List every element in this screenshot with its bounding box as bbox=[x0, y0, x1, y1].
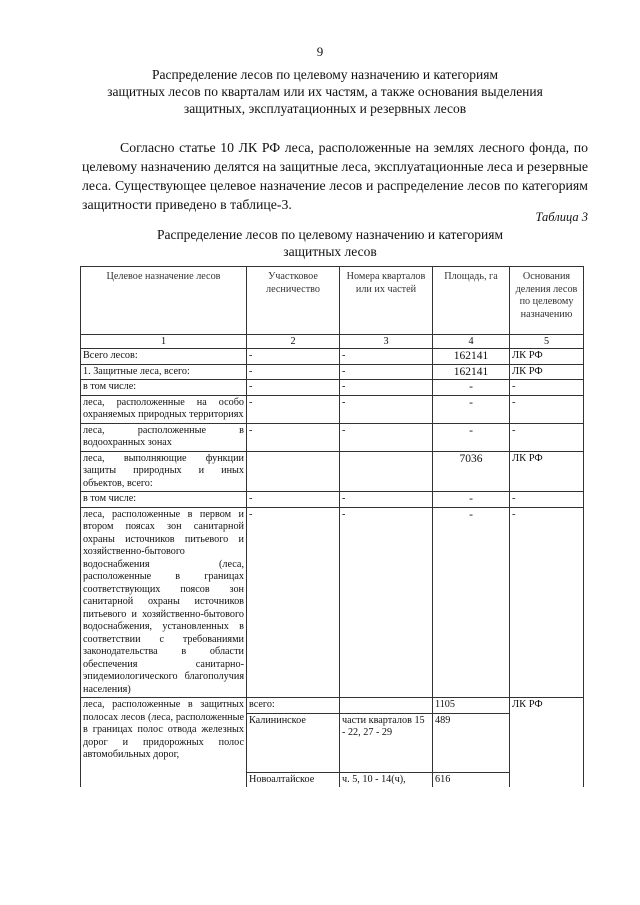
header-district: Участковое лесничество bbox=[247, 267, 340, 335]
col-number: 1 bbox=[81, 335, 247, 349]
cell-quarters: части кварталов 15 - 22, 27 - 29 bbox=[340, 713, 433, 772]
cell-quarters: - bbox=[340, 364, 433, 380]
col-number: 4 bbox=[433, 335, 510, 349]
table-row bbox=[81, 507, 584, 698]
cell-basis: - bbox=[510, 395, 584, 423]
cell-quarters: - bbox=[340, 349, 433, 365]
cell-area: - bbox=[433, 507, 510, 698]
table-row bbox=[81, 364, 584, 380]
cell-district bbox=[247, 451, 340, 492]
cell-basis: ЛК РФ bbox=[510, 349, 584, 365]
cell-area: 7036 bbox=[433, 451, 510, 492]
cell-area: - bbox=[433, 380, 510, 396]
cell-quarters: - bbox=[340, 507, 433, 698]
table-row bbox=[81, 380, 584, 396]
table-row bbox=[81, 395, 584, 423]
cell-quarters bbox=[340, 698, 433, 714]
heading-line-1: Распределение лесов по целевому назначению и категориям bbox=[151, 67, 499, 82]
cell-quarters: - bbox=[340, 380, 433, 396]
cell-purpose: леса, расположенные в защитных полосах лесов (леса, расположенные в границах полос отвода железных дорог и придорожных полос автомобильных дорог, bbox=[81, 698, 247, 788]
cell-basis: - bbox=[510, 380, 584, 396]
cell-purpose: леса, расположенные на особо охраняемых природных территориях bbox=[81, 395, 247, 423]
cell-area: 489 bbox=[433, 713, 510, 772]
cell-district: Новоалтайское bbox=[247, 772, 340, 787]
header-basis: Основания деления лесов по целевому назначению bbox=[510, 267, 584, 335]
cell-district: - bbox=[247, 492, 340, 508]
table-title-line-2: защитных лесов bbox=[283, 244, 377, 259]
section-heading bbox=[90, 66, 560, 117]
table-row bbox=[81, 492, 584, 508]
cell-purpose: леса, расположенные в первом и втором поясах зон санитарной охраны источников питьевого и хозяйственно-бытового водоснабжения (леса, расположенные в границах соответствующих поясов зон санитарной охраны источников питьевого и хозяйственно-бытового водоснабжения, установленных в соответствии с требованиями законодательства в области обеспечения санитарно-эпидемиологического благополучия населения) bbox=[81, 507, 247, 698]
cell-district: - bbox=[247, 423, 340, 451]
forest-distribution-table bbox=[80, 266, 584, 787]
cell-area: - bbox=[433, 395, 510, 423]
cell-district: - bbox=[247, 380, 340, 396]
cell-area: 616 bbox=[433, 772, 510, 787]
cell-purpose: леса, расположенные в водоохранных зонах bbox=[81, 423, 247, 451]
heading-line-3: защитных, эксплуатационных и резервных лесов bbox=[183, 101, 467, 116]
cell-basis: - bbox=[510, 507, 584, 698]
table-title bbox=[120, 226, 540, 260]
header-purpose: Целевое назначение лесов bbox=[81, 267, 247, 335]
col-number: 2 bbox=[247, 335, 340, 349]
cell-quarters bbox=[340, 451, 433, 492]
cell-district: - bbox=[247, 395, 340, 423]
cell-area: 1105 bbox=[433, 698, 510, 714]
cell-quarters: ч. 5, 10 - 14(ч), bbox=[340, 772, 433, 787]
cell-basis: ЛК РФ bbox=[510, 364, 584, 380]
header-quarters: Номера кварталов или их частей bbox=[340, 267, 433, 335]
cell-basis: ЛК РФ bbox=[510, 451, 584, 492]
cell-basis: ЛК РФ bbox=[510, 698, 584, 788]
cell-basis: - bbox=[510, 423, 584, 451]
heading-line-2: защитных лесов по кварталам или их частям, а также основания выделения bbox=[107, 84, 543, 99]
cell-quarters: - bbox=[340, 423, 433, 451]
cell-district: - bbox=[247, 364, 340, 380]
cell-purpose: леса, выполняющие функции защиты природных и иных объектов, всего: bbox=[81, 451, 247, 492]
table-row bbox=[81, 349, 584, 365]
intro-paragraph: Согласно статье 10 ЛК РФ леса, расположенные на землях лесного фонда, по целевому назначению делятся на защитные леса, эксплуатационные леса и резервные леса. Существующее целевое назначение лесов и распределение лесов по категориям защитности приведено в таблице-3. bbox=[82, 140, 588, 212]
cell-purpose: в том числе: bbox=[81, 380, 247, 396]
cell-district: - bbox=[247, 507, 340, 698]
cell-purpose: Всего лесов: bbox=[81, 349, 247, 365]
cell-purpose: в том числе: bbox=[81, 492, 247, 508]
cell-area: - bbox=[433, 492, 510, 508]
table-title-line-1: Распределение лесов по целевому назначению и категориям bbox=[156, 227, 504, 242]
table-label: Таблица 3 bbox=[535, 210, 588, 224]
page-number: 9 bbox=[316, 44, 324, 59]
cell-area: - bbox=[433, 423, 510, 451]
table-row bbox=[81, 423, 584, 451]
col-number: 5 bbox=[510, 335, 584, 349]
cell-quarters: - bbox=[340, 492, 433, 508]
cell-district: - bbox=[247, 349, 340, 365]
table-header-row bbox=[81, 267, 584, 335]
cell-district: Калининское bbox=[247, 713, 340, 772]
table-row bbox=[81, 451, 584, 492]
table-row bbox=[81, 698, 584, 714]
header-area: Площадь, га bbox=[433, 267, 510, 335]
cell-purpose: 1. Защитные леса, всего: bbox=[81, 364, 247, 380]
cell-district: всего: bbox=[247, 698, 340, 714]
cell-basis: - bbox=[510, 492, 584, 508]
column-number-row bbox=[81, 335, 584, 349]
cell-quarters: - bbox=[340, 395, 433, 423]
cell-area: 162141 bbox=[433, 349, 510, 365]
col-number: 3 bbox=[340, 335, 433, 349]
cell-area: 162141 bbox=[433, 364, 510, 380]
